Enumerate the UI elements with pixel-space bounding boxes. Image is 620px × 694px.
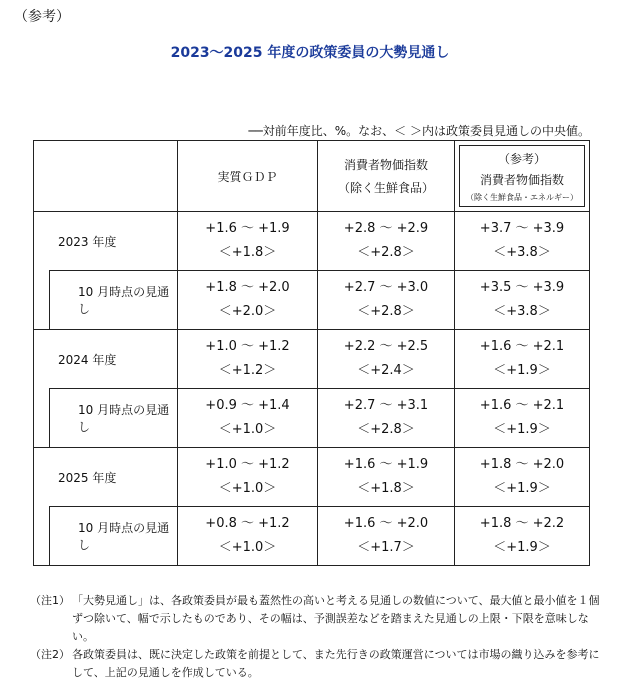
- table-row: [34, 330, 590, 389]
- median-value: ＜+1.9＞: [493, 363, 551, 378]
- median-value: ＜+3.8＞: [493, 245, 551, 260]
- range-value: +1.0 ～ +1.2: [205, 457, 290, 472]
- header-core-line2: 消費者物価指数: [479, 172, 564, 187]
- row-label: 10 月時点の見通し: [50, 271, 178, 330]
- table-row: [34, 507, 590, 566]
- cell-gdp: [178, 389, 318, 448]
- cell-cpi: [318, 507, 455, 566]
- range-value: +1.8 ～ +2.0: [205, 280, 290, 295]
- row-label: 10 月時点の見通し: [50, 389, 178, 448]
- note-2-tag: （注2）: [30, 648, 70, 661]
- range-value: +1.8 ～ +2.2: [479, 516, 565, 531]
- cell-cpi: [318, 212, 455, 271]
- table-header-row: [34, 141, 590, 212]
- note-2-text: 各政策委員は、既に決定した政策を前提として、また先行きの政策運営については市場の織り込みを参考にして、上記の見通しを作成している。: [72, 648, 600, 679]
- median-value: ＜+2.0＞: [218, 304, 277, 319]
- median-value: ＜+3.8＞: [493, 304, 551, 319]
- cell-core: [455, 330, 590, 389]
- range-value: +1.0 ～ +1.2: [205, 339, 290, 354]
- row-label: 2025 年度: [34, 448, 178, 507]
- note-1-tag: （注1）: [30, 594, 70, 607]
- cell-gdp: [178, 507, 318, 566]
- table-row: [34, 448, 590, 507]
- cell-cpi: [318, 448, 455, 507]
- median-value: ＜+1.7＞: [357, 540, 415, 555]
- cell-gdp: [178, 271, 318, 330]
- row-indent: [34, 271, 50, 330]
- median-value: ＜+2.8＞: [357, 245, 415, 260]
- cell-gdp: [178, 212, 318, 271]
- table-body: [34, 212, 590, 566]
- median-value: ＜+1.0＞: [218, 481, 277, 496]
- header-cpi-line1: 消費者物価指数: [343, 158, 428, 172]
- cell-core: [455, 389, 590, 448]
- note-2: [30, 646, 600, 682]
- median-value: ＜+1.8＞: [218, 245, 277, 260]
- range-value: +1.6 ～ +2.1: [479, 398, 565, 413]
- header-cpi-line2: （除く生鮮食品）: [337, 181, 434, 195]
- cell-core: [455, 448, 590, 507]
- header-core-cpi: [455, 141, 590, 212]
- table-row: [34, 212, 590, 271]
- table-row: [34, 389, 590, 448]
- note-1: [30, 592, 600, 646]
- range-value: +1.8 ～ +2.0: [479, 457, 565, 472]
- cell-core: [455, 212, 590, 271]
- median-value: ＜+2.8＞: [357, 304, 415, 319]
- header-gdp: 実質ＧＤＰ: [178, 141, 318, 212]
- median-value: ＜+1.9＞: [493, 422, 551, 437]
- cell-gdp: [178, 448, 318, 507]
- header-blank: [34, 141, 178, 212]
- header-core-box: [459, 145, 585, 207]
- range-value: +0.8 ～ +1.2: [205, 516, 290, 531]
- range-value: +2.7 ～ +3.0: [343, 280, 429, 295]
- reference-label: （参考）: [14, 9, 70, 25]
- range-value: +1.6 ～ +2.0: [343, 516, 429, 531]
- cell-core: [455, 507, 590, 566]
- cell-cpi: [318, 330, 455, 389]
- row-label: 10 月時点の見通し: [50, 507, 178, 566]
- median-value: ＜+2.4＞: [357, 363, 415, 378]
- range-value: +1.6 ～ +1.9: [205, 221, 290, 236]
- range-value: +0.9 ～ +1.4: [205, 398, 290, 413]
- row-indent: [34, 389, 50, 448]
- row-indent: [34, 507, 50, 566]
- median-value: ＜+2.8＞: [357, 422, 415, 437]
- median-value: ＜+1.2＞: [218, 363, 277, 378]
- table-row: [34, 271, 590, 330]
- median-value: ＜+1.9＞: [493, 540, 551, 555]
- median-value: ＜+1.0＞: [218, 422, 277, 437]
- note-1-text: 「大勢見通し」は、各政策委員が最も蓋然性の高いと考える見通しの数値について、最大値と最小値を１個ずつ除いて、幅で示したものであり、その幅は、予測誤差などを踏まえた見通しの上限・下限を意味しない。: [72, 594, 600, 643]
- range-value: +1.6 ～ +1.9: [343, 457, 429, 472]
- range-value: +3.7 ～ +3.9: [479, 221, 565, 236]
- row-label: 2023 年度: [34, 212, 178, 271]
- median-value: ＜+1.8＞: [357, 481, 415, 496]
- header-core-line1: （参考）: [497, 151, 546, 166]
- forecast-table: [33, 140, 590, 566]
- cell-cpi: [318, 271, 455, 330]
- unit-note: ──対前年度比、%。なお、＜ ＞内は政策委員見通しの中央値。: [248, 124, 590, 138]
- range-value: +2.7 ～ +3.1: [343, 398, 429, 413]
- range-value: +2.8 ～ +2.9: [343, 221, 429, 236]
- cell-gdp: [178, 330, 318, 389]
- range-value: +2.2 ～ +2.5: [343, 339, 429, 354]
- range-value: +3.5 ～ +3.9: [479, 280, 565, 295]
- notes: [30, 592, 600, 682]
- median-value: ＜+1.9＞: [493, 481, 551, 496]
- cell-core: [455, 271, 590, 330]
- median-value: ＜+1.0＞: [218, 540, 277, 555]
- page-title: 2023～2025 年度の政策委員の大勢見通し: [170, 45, 450, 61]
- header-cpi: [318, 141, 455, 212]
- range-value: +1.6 ～ +2.1: [479, 339, 565, 354]
- row-label: 2024 年度: [34, 330, 178, 389]
- header-core-line3: （除く生鮮食品・エネルギー）: [466, 192, 578, 202]
- cell-cpi: [318, 389, 455, 448]
